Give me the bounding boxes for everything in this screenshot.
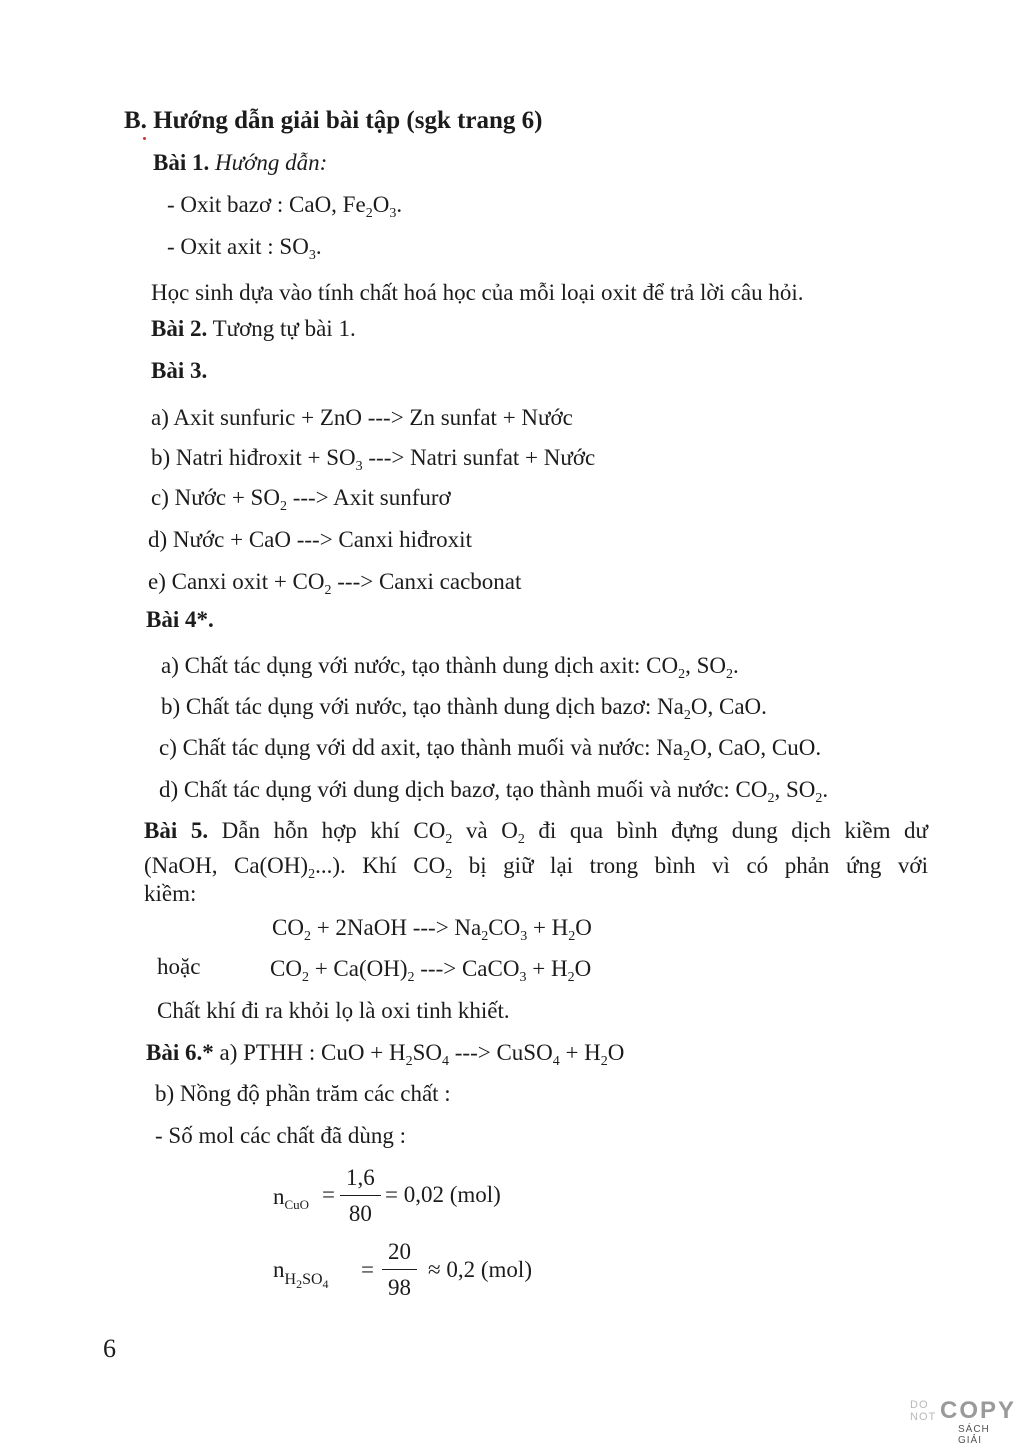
bai3-e: e) Canxi oxit + $CO_2$ ---> Canxi cacbonat (148, 569, 522, 598)
n-cuo-fraction (340, 1164, 381, 1228)
ink-dot (143, 137, 146, 140)
n-cuo-numerator: 1,6 (340, 1164, 381, 1196)
bai5-equation-1: $CO_2$ + 2NaOH ---> $Na_2CO_3 + H_2O$ (272, 915, 592, 944)
do-not-copy-stamp: DO NOT COPY SÁCH GIẢI (910, 1397, 1017, 1446)
bai5-line3: kiềm: (144, 881, 197, 906)
bai6-b: b) Nồng độ phần trăm các chất : (155, 1081, 451, 1106)
n-h2so4-equals: = (361, 1257, 374, 1282)
n-cuo-symbol: $n_{CuO}$ (273, 1184, 310, 1212)
section-heading: B. Hướng dẫn giải bài tập (sgk trang 6) (124, 107, 543, 134)
bai5-line1: Bài 5. Dẫn hỗn hợp khí $CO_2$ và $O_2$ đi qua bình đựng dung dịch kiềm dư (144, 818, 929, 847)
bai3-b: b) Natri hiđroxit + $SO_3$ ---> Natri sunfat + Nước (151, 445, 596, 474)
bai3-a: a) Axit sunfuric + ZnO ---> Zn sunfat + Nước (151, 405, 573, 430)
bai3-label: Bài 3. (151, 358, 208, 383)
bai1-header (153, 149, 327, 177)
bai5-line2: (NaOH, $Ca(OH)_2$...). Khí $CO_2$ bị giữ lại trong bình vì có phản ứng với (144, 853, 928, 882)
bai1-hint: Hướng dẫn: (214, 150, 328, 175)
n-h2so4-numerator: 20 (382, 1238, 417, 1270)
bai6-a: Bài 6.* a) PTHH : CuO + $H_2SO_4$ ---> CuSO$_4$ + $H_2O$ (146, 1040, 625, 1069)
bai4-a: a) Chất tác dụng với nước, tạo thành dung dịch axit: $CO_2$, $SO_2$. (161, 653, 739, 682)
bai1-note: Học sinh dựa vào tính chất hoá học của mỗi loại oxit để trả lời câu hỏi. (151, 280, 804, 305)
bai1-label: Bài 1. (153, 150, 210, 175)
n-h2so4-result: ≈ 0,2 (mol) (428, 1257, 532, 1282)
bai5-equation-2: $CO_2 + Ca(OH)_2$ ---> CaCO$_3$ + $H_2O$ (270, 956, 592, 985)
n-cuo-denominator: 80 (348, 1201, 372, 1226)
bai4-b: b) Chất tác dụng với nước, tạo thành dung dịch bazơ: $Na_2O$, CaO. (161, 694, 767, 723)
n-h2so4-symbol: $n_{H_2SO_4}$ (273, 1257, 329, 1291)
bai2: Bài 2. Tương tự bài 1. (151, 316, 356, 341)
bai4-label: Bài 4*. (146, 607, 214, 632)
bai4-c: c) Chất tác dụng với dd axit, tạo thành muối và nước: $Na_2O$, CaO, CuO. (159, 735, 822, 764)
n-h2so4-denominator: 98 (388, 1275, 411, 1300)
n-cuo-equals: = (322, 1182, 335, 1207)
n-h2so4-fraction (382, 1238, 417, 1302)
bai1-oxit-axit: - Oxit axit : $SO_3$. (167, 234, 322, 263)
page-number: 6 (103, 1334, 116, 1363)
bai3-c: c) Nước + $SO_2$ ---> Axit sunfurơ (151, 485, 451, 514)
n-cuo-result: = 0,02 (mol) (385, 1182, 501, 1207)
bai5-hoac: hoặc (157, 954, 201, 979)
bai3-d: d) Nước + CaO ---> Canxi hiđroxit (148, 527, 472, 552)
bai2-label: Bài 2. (151, 316, 208, 341)
bai1-oxit-bazo: - Oxit bazơ : CaO, $Fe_2O_3$. (167, 192, 403, 221)
bai4-d: d) Chất tác dụng với dung dịch bazơ, tạo thành muối và nước: $CO_2$, $SO_2$. (159, 777, 829, 806)
bai6-c: - Số mol các chất đã dùng : (155, 1123, 407, 1148)
bai5-conclusion: Chất khí đi ra khỏi lọ là oxi tinh khiết. (157, 998, 510, 1023)
